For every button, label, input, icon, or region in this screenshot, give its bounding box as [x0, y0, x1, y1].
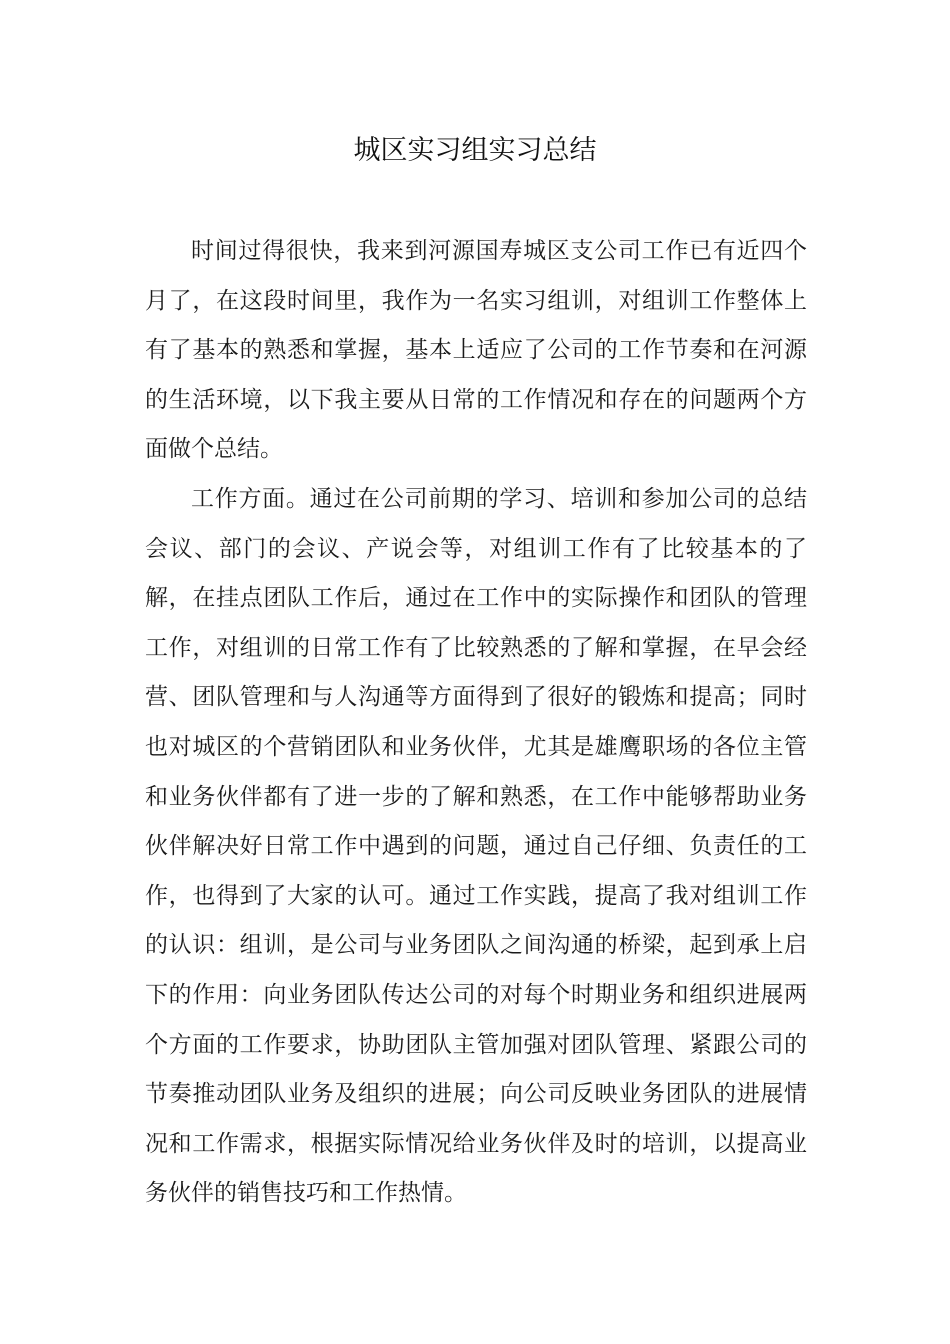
document-title: 城区实习组实习总结: [353, 135, 597, 166]
paragraph-work: 工作方面。通过在公司前期的学习、培训和参加公司的总结会议、部门的会议、产说会等，对组训工作有了比较基本的了解，在挂点团队工作后，通过在工作中的实际操作和团队的管理工作，对组训的日常工作有了比较熟悉的了解和掌握，在早会经营、团队管理和与人沟通等方面得到了很好的锻炼和提高；同时也对城区的个营销团队和业务伙伴，尤其是雄鹰职场的各位主管和业务伙伴都有了进一步的了解和熟悉，在工作中能够帮助业务伙伴解决好日常工作中遇到的问题，通过自己仔细、负责任的工作，也得到了大家的认可。通过工作实践，提高了我对组训工作的认识：组训，是公司与业务团队之间沟通的桥梁，起到承上启下的作用：向业务团队传达公司的对每个时期业务和组织进展两个方面的工作要求，协助团队主管加强对团队管理、紧跟公司的节奏推动团队业务及组织的进展；向公司反映业务团队的进展情况和工作需求，根据实际情况给业务伙伴及时的培训，以提高业务伙伴的销售技巧和工作热情。: [145, 485, 807, 1207]
document-body: [145, 227, 807, 1219]
paragraph-intro: 时间过得很快，我来到河源国寿城区支公司工作已有近四个月了，在这段时间里，我作为一名实习组训，对组训工作整体上有了基本的熟悉和掌握，基本上适应了公司的工作节奏和在河源的生活环境，以下我主要从日常的工作情况和存在的问题两个方面做个总结。: [145, 238, 807, 463]
